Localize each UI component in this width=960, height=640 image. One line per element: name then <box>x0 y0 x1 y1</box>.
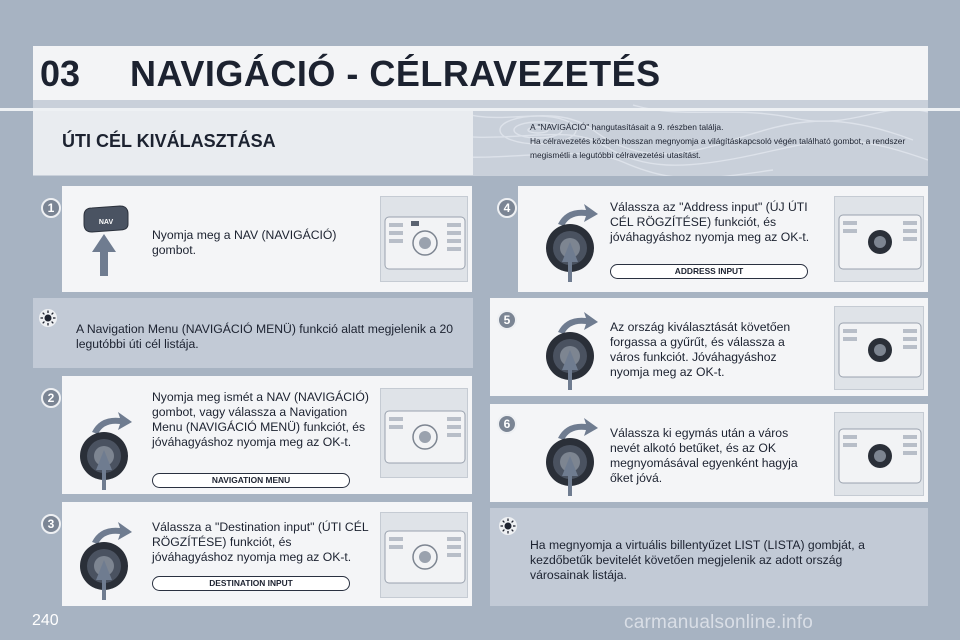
radio-unit-panel <box>380 196 468 282</box>
step-3-badge: 3 <box>41 514 61 534</box>
step-4-text: Válassza az "Address input" (ÚJ ÚTI CÉL RÖGZÍTÉSE) funkciót, és jóváhagyáshoz nyomja meg az OK-t. <box>610 200 810 244</box>
radio-unit-icon <box>381 513 469 599</box>
chapter-title: NAVIGÁCIÓ - CÉLRAVEZETÉS <box>130 53 661 94</box>
radio-unit-panel-6 <box>834 412 924 496</box>
info-line-2: Ha célravezetés közben hosszan megnyomja a világításkapcsoló végén található gombot, a rendszer megismétli a legutóbbi célravezetési utasítást. <box>530 136 906 160</box>
step-4-panel <box>518 186 928 292</box>
tip-1-panel <box>33 298 473 368</box>
rotary-knob-icon <box>540 310 602 392</box>
radio-unit-icon <box>835 197 925 283</box>
step-1-badge: 1 <box>41 198 61 218</box>
rotary-knob-icon <box>74 520 136 602</box>
radio-unit-panel-3 <box>380 512 468 598</box>
address-input-label: ADDRESS INPUT <box>610 264 808 279</box>
rotary-knob-icon <box>74 410 136 492</box>
info-note <box>530 120 925 162</box>
step-3-text: Válassza a "Destination input" (ÚTI CÉL RÖGZÍTÉSE) funkciót, és jóváhagyáshoz nyomja meg az OK-t. <box>152 520 369 564</box>
page-number: 240 <box>32 612 59 629</box>
step-6-badge: 6 <box>497 414 517 434</box>
radio-unit-icon <box>381 197 469 283</box>
destination-input-label: DESTINATION INPUT <box>152 576 350 591</box>
nav-button-icon <box>78 204 130 278</box>
step-4-badge: 4 <box>497 198 517 218</box>
tip-2-panel <box>490 508 928 606</box>
section-title: ÚTI CÉL KIVÁLASZTÁSA <box>62 131 276 151</box>
step-1-text: Nyomja meg a NAV (NAVIGÁCIÓ) gombot. <box>152 228 337 257</box>
radio-unit-icon <box>835 307 925 391</box>
navigation-menu-label: NAVIGATION MENU <box>152 473 350 488</box>
tip-1-text: A Navigation Menu (NAVIGÁCIÓ MENÜ) funkció alatt megjelenik a 20 legutóbbi úti cél listája. <box>76 322 454 351</box>
chapter-number: 03 <box>40 53 81 94</box>
radio-unit-panel-2 <box>380 388 468 478</box>
step-5-text: Az ország kiválasztását követően forgassa a gyűrűt, és válassza a város funkciót. Jóváhagyáshoz nyomja meg az OK-t. <box>610 320 791 379</box>
step-2-text: Nyomja meg ismét a NAV (NAVIGÁCIÓ) gombot, vagy válassza a Navigation Menu (NAVIGÁCIÓ MENÜ) funkciót, és jóváhagyáshoz nyomja meg az OK-t. <box>152 390 369 449</box>
tip-sun-icon <box>498 516 518 536</box>
tip-2-text: Ha megnyomja a virtuális billentyűzet LIST (LISTA) gombját, a kezdőbetűk bevitelét követően megjelenik az adott ország városainak listája. <box>530 538 865 582</box>
radio-unit-icon <box>835 413 925 497</box>
rotary-knob-icon <box>540 416 602 498</box>
rotary-knob-icon <box>540 202 602 284</box>
step-2-badge: 2 <box>41 388 61 408</box>
step-6-text: Válassza ki egymás után a város nevét alkotó betűket, és az OK megnyomásával egyenként hagyja őket jóvá. <box>610 426 798 485</box>
tip-sun-icon <box>38 308 58 328</box>
step-5-badge: 5 <box>497 310 517 330</box>
step-5-panel <box>490 298 928 396</box>
watermark: carmanualsonline.info <box>624 612 814 633</box>
step-3-panel <box>62 502 472 606</box>
radio-unit-panel-4 <box>834 196 924 282</box>
step-6-panel <box>490 404 928 502</box>
step-1-panel <box>62 186 472 292</box>
step-2-panel <box>62 376 472 494</box>
radio-unit-panel-5 <box>834 306 924 390</box>
svg-text:NAV: NAV <box>98 219 114 226</box>
info-line-1: A "NAVIGÁCIÓ" hangutasításait a 9. részben találja. <box>530 122 724 132</box>
radio-unit-icon <box>381 389 469 479</box>
